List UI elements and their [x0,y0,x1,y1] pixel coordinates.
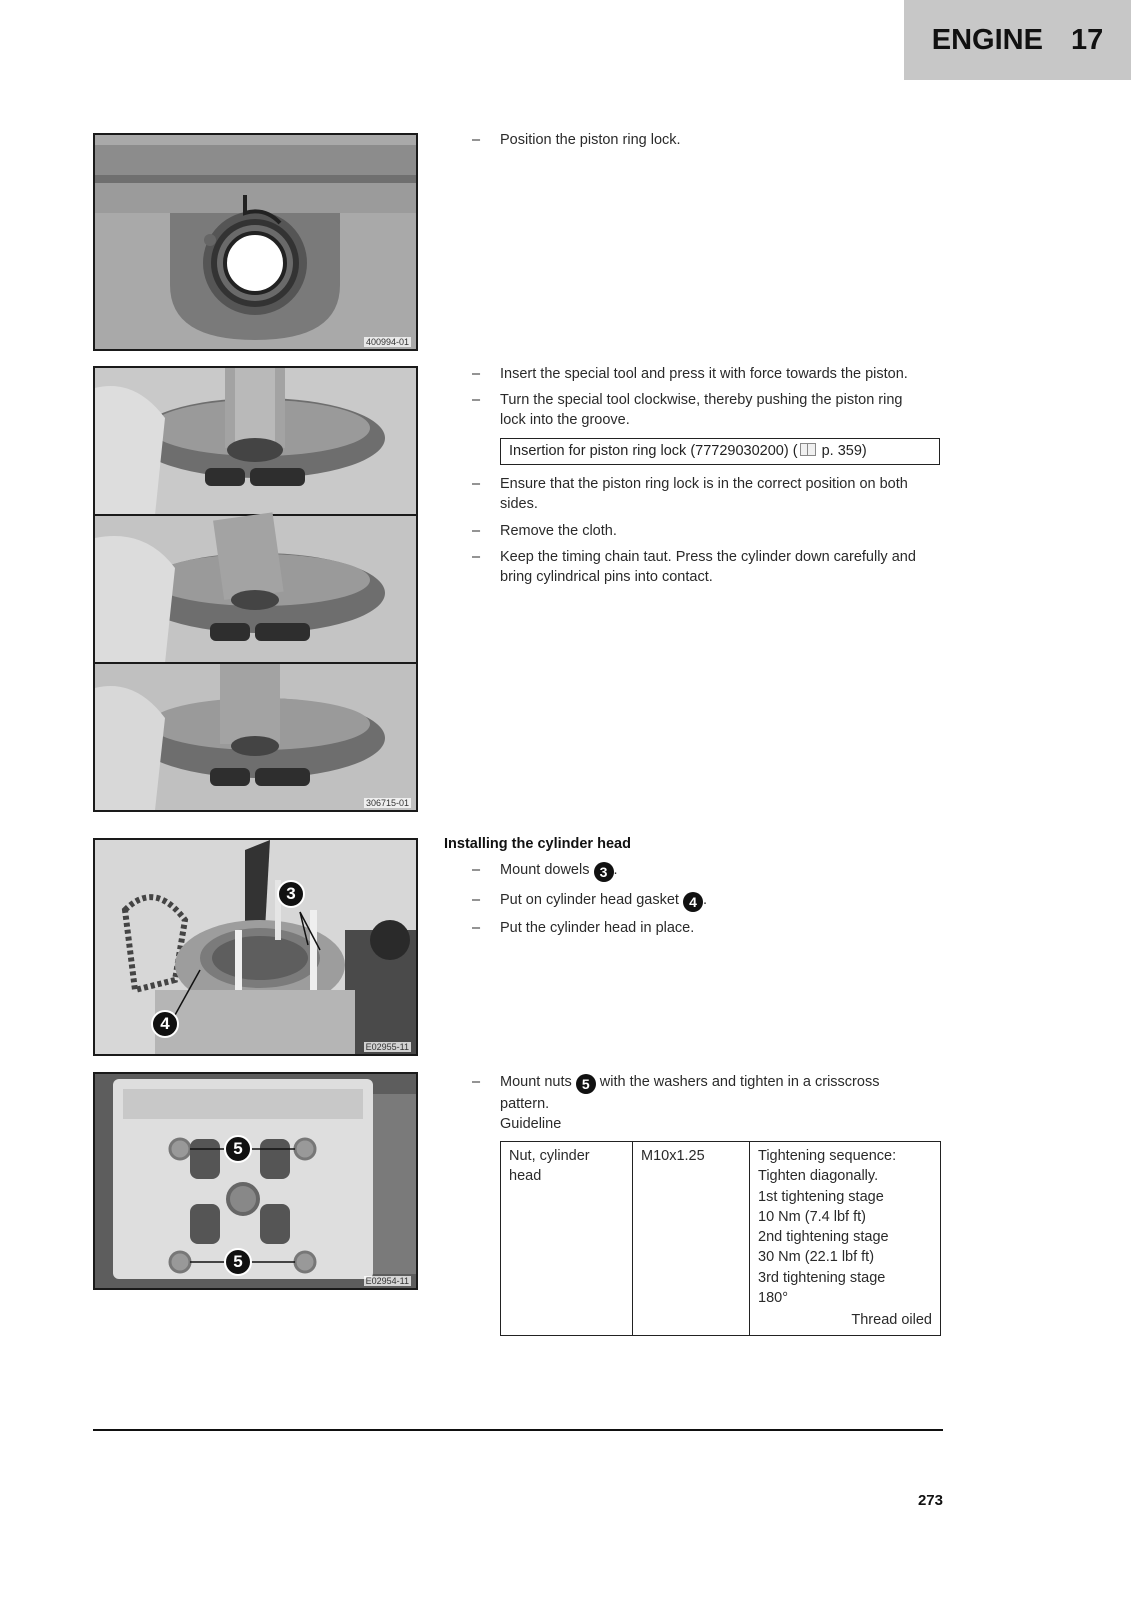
spec-line: 30 Nm (22.1 lbf ft) [758,1249,875,1266]
section-heading: Installing the cylinder head [444,836,631,852]
step-text: Remove the cloth. [500,523,617,539]
step-dash: – [472,476,481,492]
cylinder-head-photo [95,1074,416,1288]
step-dash: – [472,366,481,382]
callout-dowels: 3 [277,880,305,908]
spec-line: 2nd tightening stage [758,1229,889,1246]
step-dash: – [472,523,481,539]
page-number: 273 [917,1492,943,1509]
step-text-before: Put on cylinder head gasket [500,892,683,908]
step-text: Keep the timing chain taut. Press the cylinder down carefully and bring cylindrical pins into contact. [500,549,916,585]
spec-cell [750,1142,941,1336]
figure-cylinder-dowels [93,838,418,1056]
step-text: Position the piston ring lock. [500,132,681,148]
part-line: head [509,1168,542,1185]
spec-line: 3rd tightening stage [758,1269,886,1286]
figure-cylinder-head-nuts [93,1072,418,1290]
step-cylinder-head [472,918,942,938]
step-dash: – [472,920,481,936]
spec-line: 1st tightening stage [758,1188,884,1205]
guideline-label: Guideline [500,1116,562,1132]
figure-special-tool-sequence [93,366,418,812]
chapter-tab [904,0,1131,80]
step-text-before: Mount nuts [500,1074,576,1090]
step-text-before: Mount dowels [500,862,594,878]
part-cell [501,1142,633,1336]
spec-line: Tighten diagonally. [758,1168,879,1185]
special-tool-reference [500,438,940,465]
step-position-ring-lock [472,130,942,150]
spec-line: 180° [758,1290,788,1307]
step-text-after: with the washers and tighten in a crisscross pattern. [500,1074,880,1112]
step-text: Put the cylinder head in place. [500,920,695,936]
thread-cell: M10x1.25 [633,1142,750,1336]
figure-code: E02955-11 [365,1042,409,1052]
footer-rule [93,1429,943,1431]
step-text [500,890,942,912]
spec-note: Thread oiled [851,1312,932,1329]
step-dash: – [472,862,481,878]
torque-spec-table [500,1141,941,1336]
step-gasket [472,890,942,912]
step-ensure-position [472,474,942,514]
step-period: . [613,862,618,878]
tool-reference-page: p. 359) [817,443,867,459]
step-dash: – [472,549,481,565]
table-row [501,1142,941,1336]
spec-line: Tightening sequence: [758,1148,897,1164]
step-remove-cloth [472,521,942,541]
step-mount-dowels [472,860,942,882]
step-text: Turn the special tool clockwise, thereby pushing the piston ring lock into the groove. [500,392,903,428]
figure-code: 400994-01 [365,337,409,347]
inline-callout-gasket: 4 [683,892,703,912]
callout-gasket: 4 [151,1010,179,1038]
spec-line: 10 Nm (7.4 lbf ft) [758,1208,866,1225]
step-dash: – [472,132,481,148]
step-text: Insert the special tool and press it with force towards the piston. [500,366,908,382]
inline-callout-nuts: 5 [576,1074,596,1094]
step-insert-tool [472,364,942,384]
book-reference-icon [800,443,816,456]
step-dash: – [472,392,481,408]
callout-nuts-bottom: 5 [224,1248,252,1276]
inline-callout-dowels: 3 [594,862,614,882]
piston-pin-illustration [95,135,416,349]
step-text [500,860,942,882]
step-text [500,1072,930,1114]
step-turn-tool [472,390,942,430]
callout-nuts-top: 5 [224,1135,252,1163]
step-timing-chain [472,547,942,587]
step-mount-nuts [472,1072,942,1114]
figure-code: E02954-11 [365,1276,409,1286]
figure-code: 306715-01 [365,798,409,808]
step-dash: – [472,1074,481,1090]
figure-piston-ring-lock [93,133,418,351]
step-text: Ensure that the piston ring lock is in the correct position on both sides. [500,476,908,512]
part-line: Nut, cylinder [509,1148,590,1164]
step-period: . [702,892,708,908]
chapter-number: 17 [1070,23,1104,56]
special-tool-photos [95,368,416,810]
cylinder-photo [95,840,416,1054]
step-dash: – [472,892,481,908]
tool-reference-text: Insertion for piston ring lock (77729030200) ( [509,443,798,459]
section-title: ENGINE [931,23,1043,56]
